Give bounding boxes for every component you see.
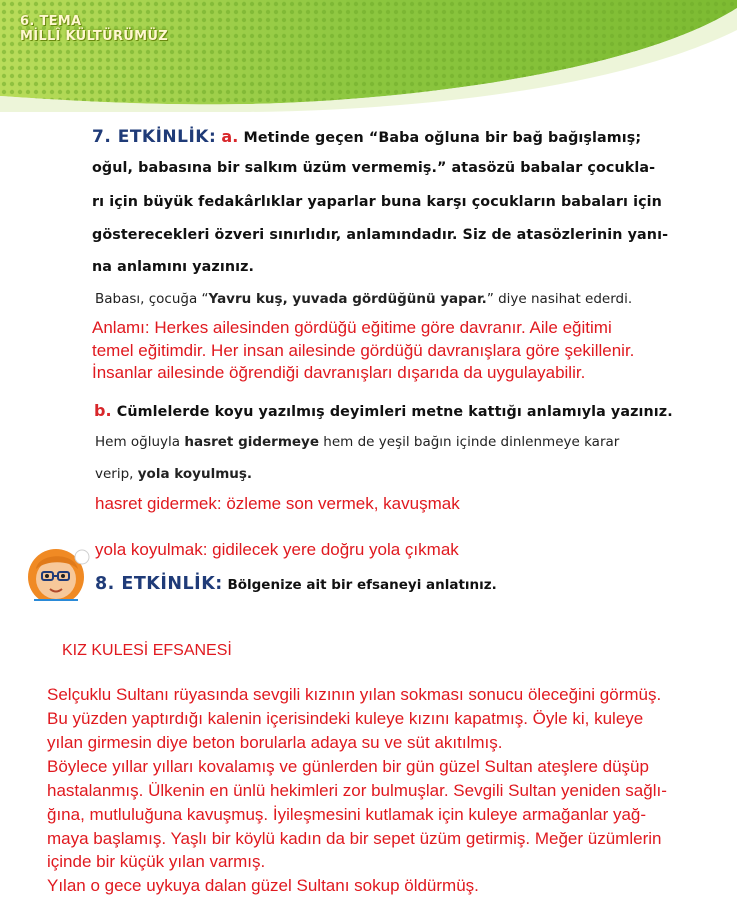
legend-line: Selçuklu Sultanı rüyasında sevgili kızının yılan sokması sonucu öleceğini görmüş. [47, 685, 662, 704]
legend-line: Bu yüzden yaptırdığı kalenin içerisindeki kuleye kızını kapatmış. Öyle ki, kuleye [47, 709, 644, 728]
b-sentence-line1 [95, 434, 619, 450]
answer-a-line: Anlamı: Herkes ailesinden gördüğü eğitime göre davranır. Aile eğitimi [92, 318, 612, 337]
proverb-sentence [95, 291, 632, 307]
legend-line: içinde bir küçük yılan varmış. [47, 852, 266, 871]
sentence-text: hem de yeşil bağın içinde dinlenmeye karar [319, 434, 620, 450]
activity8-label: 8. ETKİNLİK: [95, 574, 223, 594]
legend-line: Böylece yıllar yılları kovalamış ve günlerden bir gün güzel Sultan ateşlere düşüp [47, 757, 649, 776]
idiom-bold: hasret gidermeye [184, 434, 320, 450]
idiom-bold: yola koyulmuş. [137, 466, 253, 482]
legend-line: maya başlamış. Yaşlı bir köylü kadın da bir sepet üzüm getirmiş. Meğer üzümlerin [47, 829, 662, 848]
activity7-text-line: rı için büyük fedakârlıklar yaparlar buna karşı çocukların babaları için [92, 194, 662, 210]
activity7-text-line: Metinde geçen “Baba oğluna bir bağ bağışlamış; [238, 130, 642, 146]
b-sentence-line2 [95, 466, 252, 482]
sentence-text: Babası, çocuğa “ [95, 291, 209, 307]
activity8-heading [95, 574, 497, 594]
legend-line: yılan girmesin diye beton borularla adaya su ve süt akıtılmış. [47, 733, 503, 752]
activity7-text-line: na anlamını yazınız. [92, 259, 255, 275]
legend-title: KIZ KULESİ EFSANESİ [62, 642, 232, 659]
answer-b2: yola koyulmak: gidilecek yere doğru yola çıkmak [95, 540, 459, 559]
part-b-text: Cümlelerde koyu yazılmış deyimleri metne kattığı anlamıyla yazınız. [111, 404, 673, 420]
activity7-label: 7. ETKİNLİK: [92, 127, 217, 147]
part-b-letter: b. [94, 401, 112, 420]
activity7-line1 [92, 127, 664, 147]
page-header [0, 0, 737, 112]
theme-label [20, 14, 168, 44]
sentence-text: verip, [95, 466, 138, 482]
part-b-question [94, 401, 673, 420]
legend-line: Yılan o gece uykuya dalan güzel Sultanı sokup öldürmüş. [47, 876, 479, 895]
legend-line: hastalanmış. Ülkenin en ünlü hekimleri zor bulmuşlar. Sevgili Sultan yeniden sağlı- [47, 781, 667, 800]
theme-title: MİLLÎ KÜLTÜRÜMÜZ [20, 29, 168, 44]
part-a-letter: a. [221, 127, 239, 146]
activity7-text-line: gösterecekleri özveri sınırlıdır, anlamındadır. Siz de atasözlerinin yanı- [92, 227, 669, 243]
activity7-text-line: oğul, babasına bir salkım üzüm vermemiş.” atasözü babalar çocukla- [92, 160, 656, 176]
sentence-text: ” diye nasihat ederdi. [486, 291, 633, 307]
proverb-bold: Yavru kuş, yuvada gördüğünü yapar. [208, 291, 487, 307]
answer-b1: hasret gidermek: özleme son vermek, kavuşmak [95, 494, 460, 513]
legend-line: ğına, mutluluğuna kavuşmuş. İyileşmesini kutlamak için kuleye armağanlar yağ- [47, 805, 647, 824]
answer-a-line: temel eğitimdir. Her insan ailesinde gördüğü davranışlara göre şekillenir. [92, 341, 635, 360]
student-avatar [24, 545, 90, 601]
answer-a-line: İnsanlar ailesinde öğrendiği davranışları dışarıda da uygulayabilir. [92, 363, 586, 382]
sentence-text: Hem oğluyla [95, 434, 185, 450]
kid-icon [24, 545, 90, 601]
activity8-text: Bölgenize ait bir efsaneyi anlatınız. [222, 577, 497, 593]
theme-number: 6. TEMA [20, 14, 82, 29]
